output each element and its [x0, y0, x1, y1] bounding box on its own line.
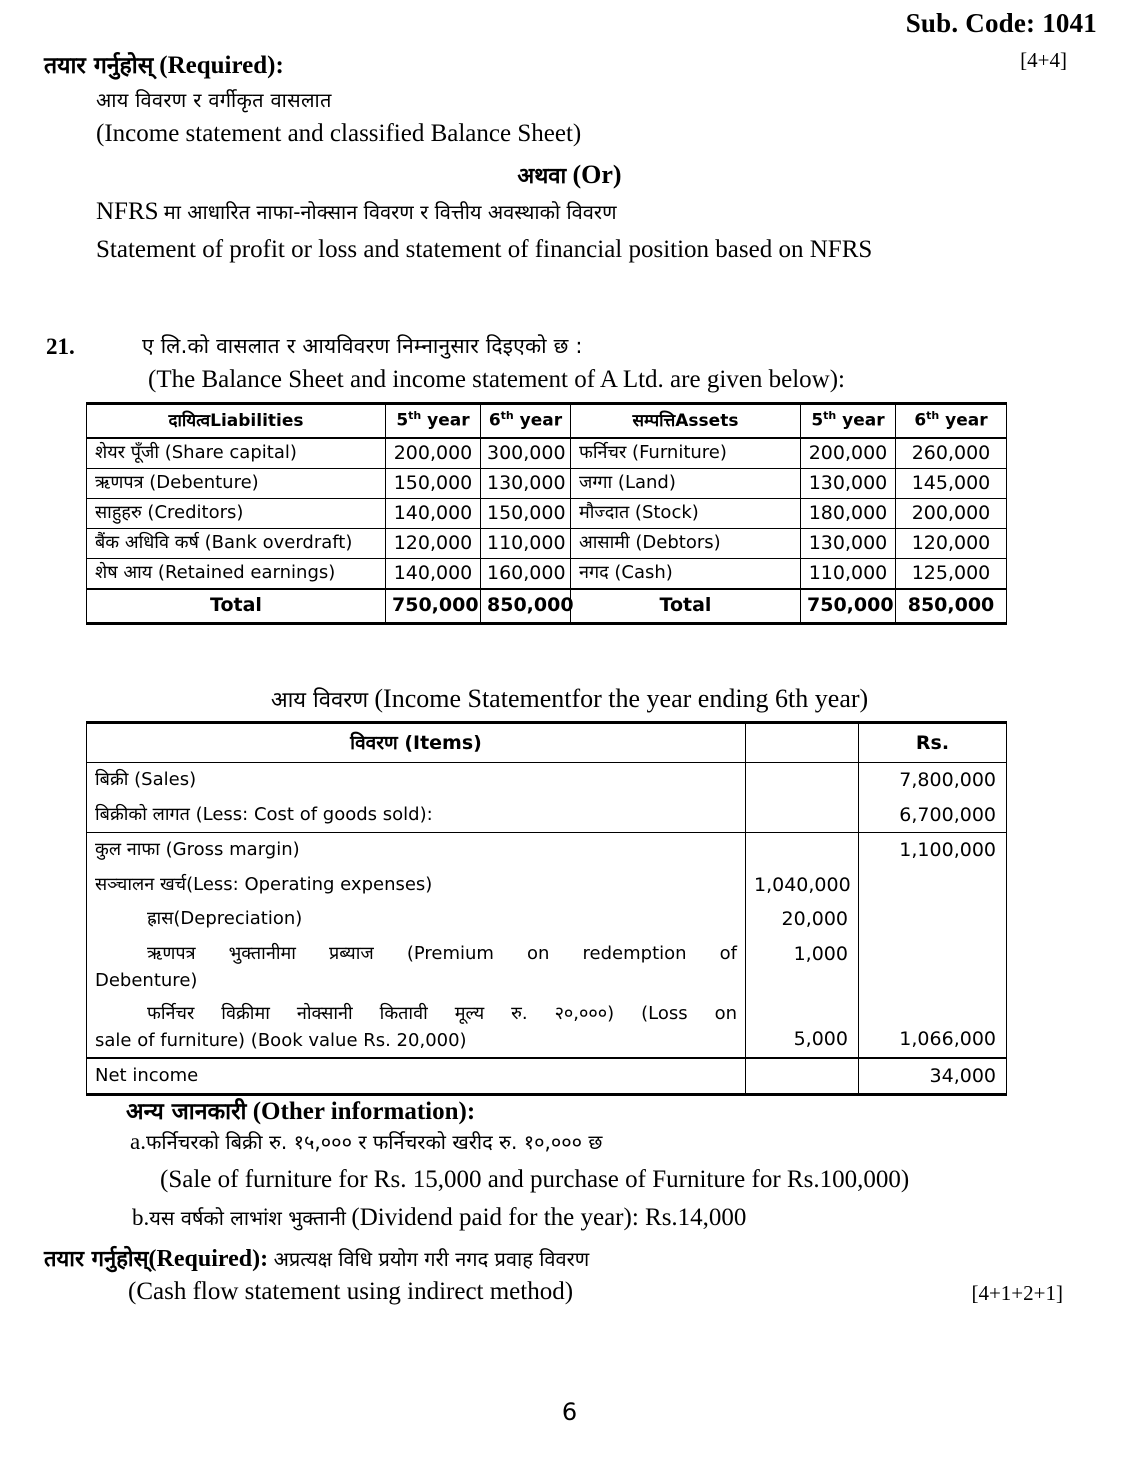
- assets-total-label: Total: [571, 589, 801, 624]
- table-row: [87, 469, 1007, 499]
- col-liab-year6: 6th year: [481, 404, 571, 439]
- asset-label: मौज्दात (Stock): [571, 499, 801, 529]
- table-row: [87, 529, 1007, 559]
- liability-y5: 200,000: [386, 438, 481, 469]
- net-income-blank: [746, 1058, 859, 1095]
- required-bottom-label-en: (Required):: [148, 1246, 269, 1272]
- table-row: [87, 559, 1007, 590]
- loss-on-sale-amount: 5,000: [746, 997, 859, 1058]
- net-income-row: [87, 1058, 1007, 1095]
- depreciation-blank: [859, 902, 1007, 937]
- opex-amount: 1,040,000: [746, 868, 859, 903]
- liability-y6: 110,000: [481, 529, 571, 559]
- sales-amount: 7,800,000: [859, 763, 1007, 798]
- col-items: विवरण (Items): [87, 723, 746, 763]
- question-stem-np: ए लि.को वासलात र आयविवरण निम्नानुसार दिइएको छ :: [142, 334, 583, 358]
- required-heading-top: [44, 48, 284, 80]
- gross-margin-label: कुल नाफा (Gross margin): [87, 833, 746, 868]
- balance-sheet-header-row: [87, 404, 1007, 439]
- or-label-np: अथवा: [517, 164, 567, 189]
- liability-label: ऋणपत्र (Debenture): [87, 469, 386, 499]
- item-b-en: (Dividend paid for the year): Rs.14,000: [351, 1204, 747, 1231]
- required-bottom-text-np: अप्रत्यक्ष विधि प्रयोग गरी नगद प्रवाह विवरण: [273, 1247, 590, 1271]
- assets-total-y6: 850,000: [896, 589, 1007, 624]
- table-row: [87, 997, 1007, 1058]
- liability-y5: 140,000: [386, 559, 481, 590]
- asset-y6: 120,000: [896, 529, 1007, 559]
- required-heading-bottom: [44, 1243, 589, 1273]
- opex-total-amount: 1,066,000: [859, 997, 1007, 1058]
- liability-label: साहुहरु (Creditors): [87, 499, 386, 529]
- asset-y6: 125,000: [896, 559, 1007, 590]
- table-row: [87, 763, 1007, 798]
- item-a-np: फर्निचरको बिक्री रु. १५,००० र फर्निचरको खरीद रु. १०,००० छ: [145, 1130, 603, 1154]
- subject-code: Sub. Code: 1041: [905, 8, 1097, 38]
- item-b-np: यस वर्षको लाभांश भुक्तानी: [149, 1206, 346, 1230]
- income-statement-title-np: आय विवरण: [270, 688, 369, 713]
- option2-np-text: मा आधारित नाफा-नोक्सान विवरण र वित्तीय अवस्थाको विवरण: [163, 200, 617, 224]
- sales-label: बिक्री (Sales): [87, 763, 746, 798]
- item-b-marker: b.: [132, 1205, 150, 1230]
- option1-en: (Income statement and classified Balance Sheet): [96, 120, 582, 147]
- gross-margin-amount: 1,100,000: [859, 833, 1007, 868]
- net-income-label: Net income: [87, 1058, 746, 1095]
- table-row: [87, 499, 1007, 529]
- col-blank: [746, 723, 859, 763]
- income-statement-title-en: (Income Statementfor the year ending 6th year): [374, 684, 869, 713]
- col-liabilities: दायित्वLiabilities: [87, 404, 386, 439]
- other-info-item-a: [130, 1128, 602, 1155]
- liabilities-total-y6: 850,000: [481, 589, 571, 624]
- table-row: [87, 868, 1007, 903]
- liability-y6: 160,000: [481, 559, 571, 590]
- liability-y5: 140,000: [386, 499, 481, 529]
- option2-np-prefix: NFRS: [96, 198, 159, 225]
- depreciation-amount: 20,000: [746, 902, 859, 937]
- liabilities-total-y5: 750,000: [386, 589, 481, 624]
- page-number: 6: [561, 1398, 578, 1426]
- sales-cogs-blank: [746, 763, 859, 833]
- premium-label: ऋणपत्र भुक्तानीमा प्रब्याज (Premium on redemption of Debenture): [87, 937, 746, 997]
- option2-np: [96, 198, 617, 226]
- table-row: [87, 902, 1007, 937]
- income-header-row: [87, 723, 1007, 763]
- other-info-item-b: [132, 1204, 746, 1232]
- required-label-np: तयार गर्नुहोस्: [44, 53, 154, 79]
- liability-label: बैंक अधिवि कर्ष (Bank overdraft): [87, 529, 386, 559]
- liabilities-total-label: Total: [87, 589, 386, 624]
- table-row: [87, 833, 1007, 868]
- liability-y5: 150,000: [386, 469, 481, 499]
- premium-blank: [859, 937, 1007, 997]
- asset-y6: 200,000: [896, 499, 1007, 529]
- cogs-label: बिक्रीको लागत (Less: Cost of goods sold):: [87, 798, 746, 833]
- or-separator: [0, 160, 1139, 190]
- asset-y6: 145,000: [896, 469, 1007, 499]
- cogs-amount: 6,700,000: [859, 798, 1007, 833]
- col-liab-year5: 5th year: [386, 404, 481, 439]
- required-bottom-label-np: तयार गर्नुहोस्: [44, 1247, 149, 1272]
- option2-en: Statement of profit or loss and statement of financial position based on NFRS: [96, 236, 873, 263]
- net-income-amount: 34,000: [859, 1058, 1007, 1095]
- asset-label: जग्गा (Land): [571, 469, 801, 499]
- liability-label: शेयर पूँजी (Share capital): [87, 438, 386, 469]
- question-number: 21.: [46, 334, 75, 359]
- opex-label: सञ्चालन खर्च(Less: Operating expenses): [87, 868, 746, 903]
- marks-top: [4+4]: [1020, 48, 1067, 72]
- other-information-en: (Other information):: [252, 1098, 476, 1125]
- liability-y6: 300,000: [481, 438, 571, 469]
- item-a-marker: a.: [130, 1129, 146, 1154]
- col-asset-year6: 6th year: [896, 404, 1007, 439]
- table-row: [87, 937, 1007, 997]
- liability-label: शेष आय (Retained earnings): [87, 559, 386, 590]
- income-statement-title: [0, 684, 1139, 714]
- col-assets: सम्पत्तिAssets: [571, 404, 801, 439]
- asset-y5: 180,000: [801, 499, 896, 529]
- liability-y6: 150,000: [481, 499, 571, 529]
- question-stem-en: (The Balance Sheet and income statement of A Ltd. are given below):: [148, 366, 845, 393]
- asset-y5: 110,000: [801, 559, 896, 590]
- required-label-en: (Required):: [159, 52, 284, 79]
- premium-amount: 1,000: [746, 937, 859, 997]
- asset-y6: 260,000: [896, 438, 1007, 469]
- asset-label: आसामी (Debtors): [571, 529, 801, 559]
- balance-sheet-table: [86, 402, 1007, 625]
- table-row: [87, 438, 1007, 469]
- gross-margin-blank: [746, 833, 859, 868]
- depreciation-label: ह्रास(Depreciation): [87, 902, 746, 937]
- col-rs: Rs.: [859, 723, 1007, 763]
- balance-sheet-total-row: [87, 589, 1007, 624]
- col-asset-year5: 5th year: [801, 404, 896, 439]
- item-a-en: (Sale of furniture for Rs. 15,000 and purchase of Furniture for Rs.100,000): [160, 1166, 910, 1193]
- asset-label: फर्निचर (Furniture): [571, 438, 801, 469]
- asset-y5: 130,000: [801, 529, 896, 559]
- asset-y5: 200,000: [801, 438, 896, 469]
- asset-label: नगद (Cash): [571, 559, 801, 590]
- table-row: [87, 798, 1007, 833]
- option1-np: आय विवरण र वर्गीकृत वासलात: [96, 88, 332, 112]
- liability-y6: 130,000: [481, 469, 571, 499]
- asset-y5: 130,000: [801, 469, 896, 499]
- other-information-np: अन्य जानकारी: [126, 1099, 247, 1125]
- assets-total-y5: 750,000: [801, 589, 896, 624]
- opex-blank: [859, 868, 1007, 903]
- required-bottom-text-en: (Cash flow statement using indirect method): [128, 1278, 574, 1305]
- other-information-heading: [126, 1094, 475, 1126]
- liability-y5: 120,000: [386, 529, 481, 559]
- or-label-en: (Or): [572, 160, 622, 189]
- loss-on-sale-label: फर्निचर विक्रीमा नोक्सानी कितावी मूल्य रु. २०,०००) (Loss on sale of furniture) (Book value Rs. 20,000): [87, 997, 746, 1058]
- income-statement-table: [86, 721, 1007, 1096]
- marks-bottom: [4+1+2+1]: [971, 1281, 1063, 1305]
